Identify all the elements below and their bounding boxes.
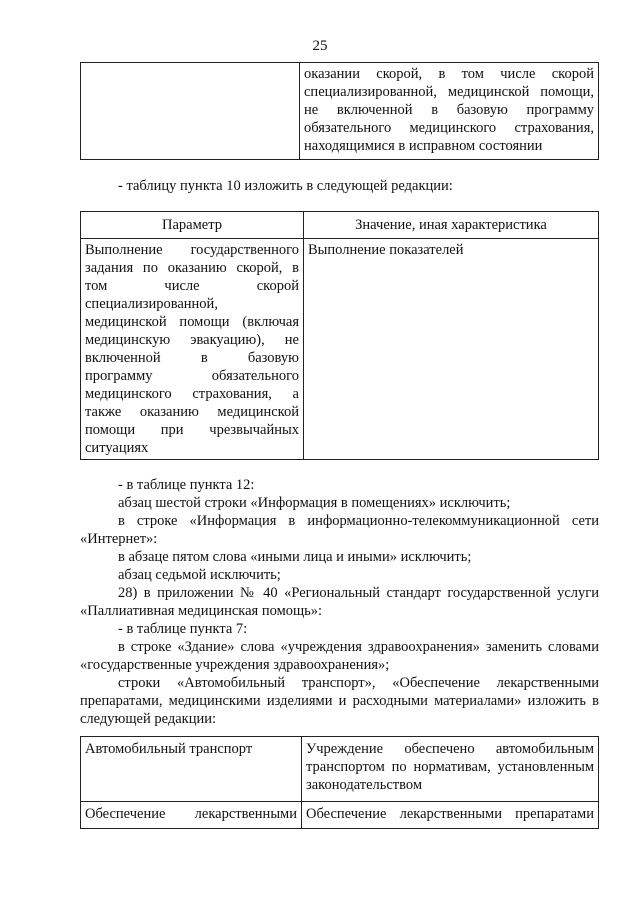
paragraph: следующей редакции: — [80, 711, 217, 727]
param-cell — [81, 239, 304, 460]
table-point-7 — [80, 736, 599, 829]
row-label-cell: Автомобильный транспорт — [81, 737, 302, 802]
paragraph: в абзаце пятом слова «иными лица и иными» исключить; — [118, 549, 472, 565]
paragraph: «государственные учреждения здравоохранения»; — [80, 657, 390, 673]
value-cell: Выполнение показателей — [304, 239, 599, 460]
paragraph: в строке «Здание» слова «учреждения здравоохранения» заменить словами — [118, 639, 599, 655]
table-row — [81, 802, 599, 829]
cell-line: программу обязательного — [85, 368, 299, 384]
cell-line: находящимися в исправном состоянии — [304, 138, 543, 154]
cell-line: ситуациях — [85, 440, 149, 456]
continuation-table — [80, 62, 599, 160]
table-row — [81, 63, 599, 160]
paragraph: абзац шестой строки «Информация в помещениях» исключить; — [118, 495, 511, 511]
table-point-10 — [80, 211, 599, 460]
cell-line: оказании скорой, в том числе скорой — [304, 66, 594, 82]
cell-line: Учреждение обеспечено автомобильным — [306, 741, 594, 757]
paragraph: «Интернет»: — [80, 531, 158, 547]
cell-line: не включенной в базовую программу — [304, 102, 594, 118]
paragraph: «Паллиативная медицинская помощь»: — [80, 603, 323, 619]
cell-line: задания по оказанию скорой, в — [85, 260, 299, 276]
continuation-cell — [300, 63, 599, 160]
table-row — [81, 737, 599, 802]
table-header-row — [81, 212, 599, 239]
cell-line: законодательством — [306, 777, 423, 793]
cell-line: том числе скорой — [85, 278, 299, 294]
paragraph: строки «Автомобильный транспорт», «Обеспечение лекарственными — [118, 675, 599, 691]
cell-line: специализированной, — [85, 296, 218, 312]
paragraph: препаратами, медицинскими изделиями и расходными материалами» изложить в — [80, 693, 599, 709]
row-value-cell — [302, 737, 599, 802]
cell-line: медицинскую эвакуацию), не — [85, 332, 299, 348]
paragraph: в строке «Информация в информационно-телекоммуникационной сети — [118, 513, 599, 529]
row-value-cell: Обеспечение лекарственными препаратами — [302, 802, 599, 829]
cell-line: обязательного медицинского страхования, — [304, 120, 594, 136]
cell-line: помощи при чрезвычайных — [85, 422, 299, 438]
cell-line: также оказанию медицинской — [85, 404, 299, 420]
row-label-cell: Обеспечение лекарственными — [81, 802, 302, 829]
paragraph: - в таблице пункта 7: — [118, 621, 248, 637]
paragraph: 28) в приложении № 40 «Региональный стандарт государственной услуги — [118, 585, 599, 601]
instruction-table10: - таблицу пункта 10 изложить в следующей редакции: — [118, 178, 453, 194]
cell-line: включенной в базовую — [85, 350, 299, 366]
header-value: Значение, иная характеристика — [304, 212, 599, 239]
page-number: 25 — [312, 38, 328, 54]
paragraph: - в таблице пункта 12: — [118, 477, 255, 493]
cell-line: Выполнение государственного — [85, 242, 299, 258]
empty-cell — [81, 63, 300, 160]
paragraph: абзац седьмой исключить; — [118, 567, 281, 583]
cell-line: медицинского страхования, а — [85, 386, 299, 402]
table-row — [81, 239, 599, 460]
cell-line: специализированной, медицинской помощи, — [304, 84, 594, 100]
cell-line: транспортом по нормативам, установленным — [306, 759, 594, 775]
header-param: Параметр — [81, 212, 304, 239]
cell-line: медицинской помощи (включая — [85, 314, 299, 330]
